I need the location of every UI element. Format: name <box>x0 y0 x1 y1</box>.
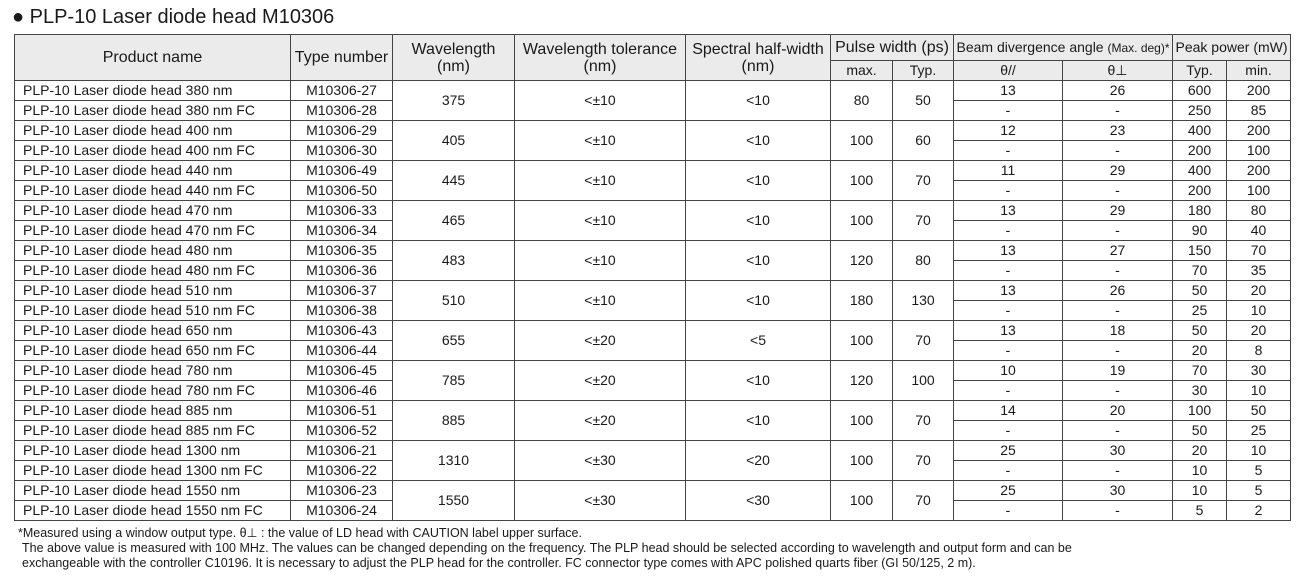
header-spectral-unit: (nm) <box>741 57 775 75</box>
wavelength-cell: 785 <box>393 361 515 401</box>
power-typ-cell: 70 <box>1173 361 1227 381</box>
spectral-width-cell: <10 <box>686 161 831 201</box>
spectral-width-cell: <10 <box>686 241 831 281</box>
power-typ-cell: 150 <box>1173 241 1227 261</box>
pulse-max-cell: 120 <box>831 361 893 401</box>
power-min-cell: 20 <box>1227 281 1291 301</box>
type-number-cell: M10306-36 <box>291 261 393 281</box>
power-typ-cell: 250 <box>1173 101 1227 121</box>
type-number-cell: M10306-37 <box>291 281 393 301</box>
table-row <box>15 481 1291 501</box>
power-min-cell: 100 <box>1227 141 1291 161</box>
wavelength-cell: 445 <box>393 161 515 201</box>
type-number-cell: M10306-33 <box>291 201 393 221</box>
power-min-cell: 50 <box>1227 401 1291 421</box>
product-name-cell: PLP-10 Laser diode head 480 nm <box>15 241 291 261</box>
power-min-cell: 200 <box>1227 161 1291 181</box>
header-wavelength-label: Wavelength <box>411 40 496 58</box>
power-min-cell: 10 <box>1227 381 1291 401</box>
beam-perpendicular-cell: - <box>1063 221 1173 241</box>
power-typ-cell: 400 <box>1173 121 1227 141</box>
tolerance-cell: <±20 <box>515 361 686 401</box>
wavelength-cell: 375 <box>393 81 515 121</box>
tolerance-cell: <±10 <box>515 241 686 281</box>
header-tolerance <box>515 35 686 81</box>
type-number-cell: M10306-44 <box>291 341 393 361</box>
spectral-width-cell: <10 <box>686 401 831 441</box>
power-min-cell: 8 <box>1227 341 1291 361</box>
header-power-min: min. <box>1227 61 1291 81</box>
beam-perpendicular-cell: - <box>1063 141 1173 161</box>
pulse-max-cell: 100 <box>831 401 893 441</box>
beam-perpendicular-cell: 29 <box>1063 201 1173 221</box>
power-min-cell: 80 <box>1227 201 1291 221</box>
spectral-width-cell: <30 <box>686 481 831 521</box>
tolerance-cell: <±10 <box>515 161 686 201</box>
pulse-typ-cell: 80 <box>893 241 954 281</box>
power-typ-cell: 20 <box>1173 341 1227 361</box>
pulse-max-cell: 100 <box>831 441 893 481</box>
pulse-typ-cell: 70 <box>893 161 954 201</box>
pulse-max-cell: 80 <box>831 81 893 121</box>
beam-perpendicular-cell: 29 <box>1063 161 1173 181</box>
pulse-max-cell: 100 <box>831 121 893 161</box>
header-beam-parallel: θ// <box>954 61 1063 81</box>
power-min-cell: 70 <box>1227 241 1291 261</box>
product-name-cell: PLP-10 Laser diode head 1550 nm FC <box>15 501 291 521</box>
beam-perpendicular-cell: 18 <box>1063 321 1173 341</box>
type-number-cell: M10306-49 <box>291 161 393 181</box>
beam-parallel-cell: 13 <box>954 201 1063 221</box>
type-number-cell: M10306-30 <box>291 141 393 161</box>
beam-parallel-cell: - <box>954 501 1063 521</box>
pulse-max-cell: 180 <box>831 281 893 321</box>
type-number-cell: M10306-38 <box>291 301 393 321</box>
product-name-cell: PLP-10 Laser diode head 885 nm <box>15 401 291 421</box>
beam-perpendicular-cell: 30 <box>1063 441 1173 461</box>
power-min-cell: 200 <box>1227 121 1291 141</box>
beam-parallel-cell: - <box>954 101 1063 121</box>
header-spectral-label: Spectral half-width <box>692 40 824 58</box>
power-typ-cell: 200 <box>1173 141 1227 161</box>
header-wavelength-unit: (nm) <box>437 57 470 75</box>
power-min-cell: 10 <box>1227 301 1291 321</box>
header-product-name: Product name <box>15 35 291 81</box>
beam-parallel-cell: 13 <box>954 321 1063 341</box>
table-row <box>15 241 1291 261</box>
power-typ-cell: 10 <box>1173 461 1227 481</box>
wavelength-cell: 1310 <box>393 441 515 481</box>
beam-parallel-cell: 11 <box>954 161 1063 181</box>
power-typ-cell: 600 <box>1173 81 1227 101</box>
product-name-cell: PLP-10 Laser diode head 510 nm FC <box>15 301 291 321</box>
tolerance-cell: <±10 <box>515 81 686 121</box>
power-min-cell: 30 <box>1227 361 1291 381</box>
beam-parallel-cell: - <box>954 301 1063 321</box>
wavelength-cell: 510 <box>393 281 515 321</box>
header-beam-perpendicular: θ⊥ <box>1063 61 1173 81</box>
power-min-cell: 5 <box>1227 481 1291 501</box>
beam-parallel-cell: - <box>954 261 1063 281</box>
pulse-typ-cell: 70 <box>893 401 954 441</box>
tolerance-cell: <±20 <box>515 321 686 361</box>
header-pulse-max: max. <box>831 61 893 81</box>
pulse-typ-cell: 70 <box>893 481 954 521</box>
spectral-width-cell: <20 <box>686 441 831 481</box>
pulse-typ-cell: 70 <box>893 441 954 481</box>
product-name-cell: PLP-10 Laser diode head 380 nm FC <box>15 101 291 121</box>
product-name-cell: PLP-10 Laser diode head 1300 nm <box>15 441 291 461</box>
product-name-cell: PLP-10 Laser diode head 780 nm FC <box>15 381 291 401</box>
table-row <box>15 161 1291 181</box>
beam-parallel-cell: - <box>954 381 1063 401</box>
beam-parallel-cell: 10 <box>954 361 1063 381</box>
header-power-typ: Typ. <box>1173 61 1227 81</box>
power-typ-cell: 180 <box>1173 201 1227 221</box>
product-name-cell: PLP-10 Laser diode head 1300 nm FC <box>15 461 291 481</box>
tolerance-cell: <±10 <box>515 201 686 241</box>
beam-parallel-cell: 13 <box>954 241 1063 261</box>
table-row <box>15 401 1291 421</box>
spectral-width-cell: <10 <box>686 281 831 321</box>
type-number-cell: M10306-29 <box>291 121 393 141</box>
type-number-cell: M10306-50 <box>291 181 393 201</box>
beam-perpendicular-cell: - <box>1063 341 1173 361</box>
power-min-cell: 200 <box>1227 81 1291 101</box>
power-typ-cell: 25 <box>1173 301 1227 321</box>
table-row <box>15 281 1291 301</box>
type-number-cell: M10306-51 <box>291 401 393 421</box>
power-typ-cell: 200 <box>1173 181 1227 201</box>
wavelength-cell: 405 <box>393 121 515 161</box>
beam-perpendicular-cell: - <box>1063 461 1173 481</box>
power-typ-cell: 50 <box>1173 281 1227 301</box>
header-type-number: Type number <box>291 35 393 81</box>
beam-parallel-cell: 14 <box>954 401 1063 421</box>
header-pulse-typ: Typ. <box>893 61 954 81</box>
wavelength-cell: 465 <box>393 201 515 241</box>
beam-parallel-cell: 13 <box>954 281 1063 301</box>
product-name-cell: PLP-10 Laser diode head 885 nm FC <box>15 421 291 441</box>
product-name-cell: PLP-10 Laser diode head 510 nm <box>15 281 291 301</box>
type-number-cell: M10306-27 <box>291 81 393 101</box>
type-number-cell: M10306-21 <box>291 441 393 461</box>
pulse-max-cell: 100 <box>831 161 893 201</box>
product-name-cell: PLP-10 Laser diode head 470 nm <box>15 201 291 221</box>
product-name-cell: PLP-10 Laser diode head 1550 nm <box>15 481 291 501</box>
beam-perpendicular-cell: 27 <box>1063 241 1173 261</box>
pulse-typ-cell: 70 <box>893 201 954 241</box>
beam-parallel-cell: - <box>954 221 1063 241</box>
tolerance-cell: <±20 <box>515 401 686 441</box>
spectral-width-cell: <10 <box>686 81 831 121</box>
beam-parallel-cell: 12 <box>954 121 1063 141</box>
table-row <box>15 81 1291 101</box>
wavelength-cell: 1550 <box>393 481 515 521</box>
power-min-cell: 40 <box>1227 221 1291 241</box>
table-row <box>15 201 1291 221</box>
type-number-cell: M10306-23 <box>291 481 393 501</box>
beam-perpendicular-cell: 19 <box>1063 361 1173 381</box>
wavelength-cell: 483 <box>393 241 515 281</box>
wavelength-cell: 655 <box>393 321 515 361</box>
product-name-cell: PLP-10 Laser diode head 440 nm FC <box>15 181 291 201</box>
table-row <box>15 361 1291 381</box>
pulse-max-cell: 120 <box>831 241 893 281</box>
pulse-max-cell: 100 <box>831 321 893 361</box>
wavelength-cell: 885 <box>393 401 515 441</box>
beam-perpendicular-cell: 30 <box>1063 481 1173 501</box>
power-min-cell: 5 <box>1227 461 1291 481</box>
power-min-cell: 2 <box>1227 501 1291 521</box>
beam-perpendicular-cell: - <box>1063 381 1173 401</box>
tolerance-cell: <±30 <box>515 481 686 521</box>
beam-parallel-cell: - <box>954 461 1063 481</box>
pulse-typ-cell: 50 <box>893 81 954 121</box>
footnote: *Measured using a window output type. θ⊥ : the value of LD head with CAUTION label upper surface. <box>18 526 582 540</box>
type-number-cell: M10306-43 <box>291 321 393 341</box>
pulse-typ-cell: 70 <box>893 321 954 361</box>
specs-table <box>14 34 1291 521</box>
type-number-cell: M10306-35 <box>291 241 393 261</box>
page-title: ● PLP-10 Laser diode head M10306 <box>12 6 335 28</box>
power-typ-cell: 5 <box>1173 501 1227 521</box>
power-min-cell: 85 <box>1227 101 1291 121</box>
tolerance-cell: <±30 <box>515 441 686 481</box>
product-name-cell: PLP-10 Laser diode head 780 nm <box>15 361 291 381</box>
beam-parallel-cell: - <box>954 421 1063 441</box>
header-pulse-width: Pulse width (ps) <box>831 35 954 61</box>
type-number-cell: M10306-34 <box>291 221 393 241</box>
header-wavelength <box>393 35 515 81</box>
type-number-cell: M10306-46 <box>291 381 393 401</box>
pulse-typ-cell: 130 <box>893 281 954 321</box>
power-typ-cell: 20 <box>1173 441 1227 461</box>
spectral-width-cell: <10 <box>686 361 831 401</box>
beam-parallel-cell: - <box>954 141 1063 161</box>
product-name-cell: PLP-10 Laser diode head 480 nm FC <box>15 261 291 281</box>
beam-parallel-cell: 25 <box>954 481 1063 501</box>
power-typ-cell: 90 <box>1173 221 1227 241</box>
beam-perpendicular-cell: - <box>1063 501 1173 521</box>
beam-perpendicular-cell: - <box>1063 261 1173 281</box>
footnote: exchangeable with the controller C10196. It is necessary to adjust the PLP head for the controller. FC connector type comes with APC polished quarts fiber (GI 50/125, 2 m). <box>22 556 976 570</box>
type-number-cell: M10306-24 <box>291 501 393 521</box>
product-name-cell: PLP-10 Laser diode head 400 nm FC <box>15 141 291 161</box>
product-name-cell: PLP-10 Laser diode head 470 nm FC <box>15 221 291 241</box>
power-typ-cell: 50 <box>1173 321 1227 341</box>
pulse-max-cell: 100 <box>831 481 893 521</box>
tolerance-cell: <±10 <box>515 281 686 321</box>
table-row <box>15 441 1291 461</box>
beam-perpendicular-cell: - <box>1063 301 1173 321</box>
power-typ-cell: 10 <box>1173 481 1227 501</box>
beam-perpendicular-cell: - <box>1063 421 1173 441</box>
product-name-cell: PLP-10 Laser diode head 440 nm <box>15 161 291 181</box>
header-beam-note: (Max. deg)* <box>1107 40 1170 55</box>
product-name-cell: PLP-10 Laser diode head 650 nm <box>15 321 291 341</box>
type-number-cell: M10306-28 <box>291 101 393 121</box>
header-tolerance-unit: (nm) <box>583 57 617 75</box>
type-number-cell: M10306-45 <box>291 361 393 381</box>
beam-parallel-cell: 25 <box>954 441 1063 461</box>
spectral-width-cell: <5 <box>686 321 831 361</box>
power-min-cell: 10 <box>1227 441 1291 461</box>
table-row <box>15 321 1291 341</box>
product-name-cell: PLP-10 Laser diode head 380 nm <box>15 81 291 101</box>
header-peak-power: Peak power (mW) <box>1173 35 1291 61</box>
power-min-cell: 20 <box>1227 321 1291 341</box>
beam-perpendicular-cell: - <box>1063 101 1173 121</box>
type-number-cell: M10306-22 <box>291 461 393 481</box>
beam-parallel-cell: 13 <box>954 81 1063 101</box>
power-min-cell: 35 <box>1227 261 1291 281</box>
pulse-max-cell: 100 <box>831 201 893 241</box>
type-number-cell: M10306-52 <box>291 421 393 441</box>
spectral-width-cell: <10 <box>686 121 831 161</box>
power-typ-cell: 100 <box>1173 401 1227 421</box>
pulse-typ-cell: 60 <box>893 121 954 161</box>
product-name-cell: PLP-10 Laser diode head 400 nm <box>15 121 291 141</box>
power-typ-cell: 30 <box>1173 381 1227 401</box>
footnote: The above value is measured with 100 MHz. The values can be changed depending on the frequency. The PLP head should be selected according to wavelength and output form and can be <box>22 541 1072 555</box>
header-beam-label: Beam divergence angle <box>956 38 1104 55</box>
spectral-width-cell: <10 <box>686 201 831 241</box>
tolerance-cell: <±10 <box>515 121 686 161</box>
beam-perpendicular-cell: 26 <box>1063 281 1173 301</box>
header-spectral <box>686 35 831 81</box>
header-tolerance-label: Wavelength tolerance <box>522 40 678 58</box>
footnotes <box>18 526 1072 571</box>
power-typ-cell: 70 <box>1173 261 1227 281</box>
product-name-cell: PLP-10 Laser diode head 650 nm FC <box>15 341 291 361</box>
power-typ-cell: 400 <box>1173 161 1227 181</box>
power-min-cell: 100 <box>1227 181 1291 201</box>
power-typ-cell: 50 <box>1173 421 1227 441</box>
beam-perpendicular-cell: - <box>1063 181 1173 201</box>
beam-perpendicular-cell: 23 <box>1063 121 1173 141</box>
beam-parallel-cell: - <box>954 341 1063 361</box>
pulse-typ-cell: 100 <box>893 361 954 401</box>
beam-perpendicular-cell: 26 <box>1063 81 1173 101</box>
beam-perpendicular-cell: 20 <box>1063 401 1173 421</box>
table-row <box>15 121 1291 141</box>
beam-parallel-cell: - <box>954 181 1063 201</box>
power-min-cell: 25 <box>1227 421 1291 441</box>
header-beam-divergence <box>954 35 1173 61</box>
